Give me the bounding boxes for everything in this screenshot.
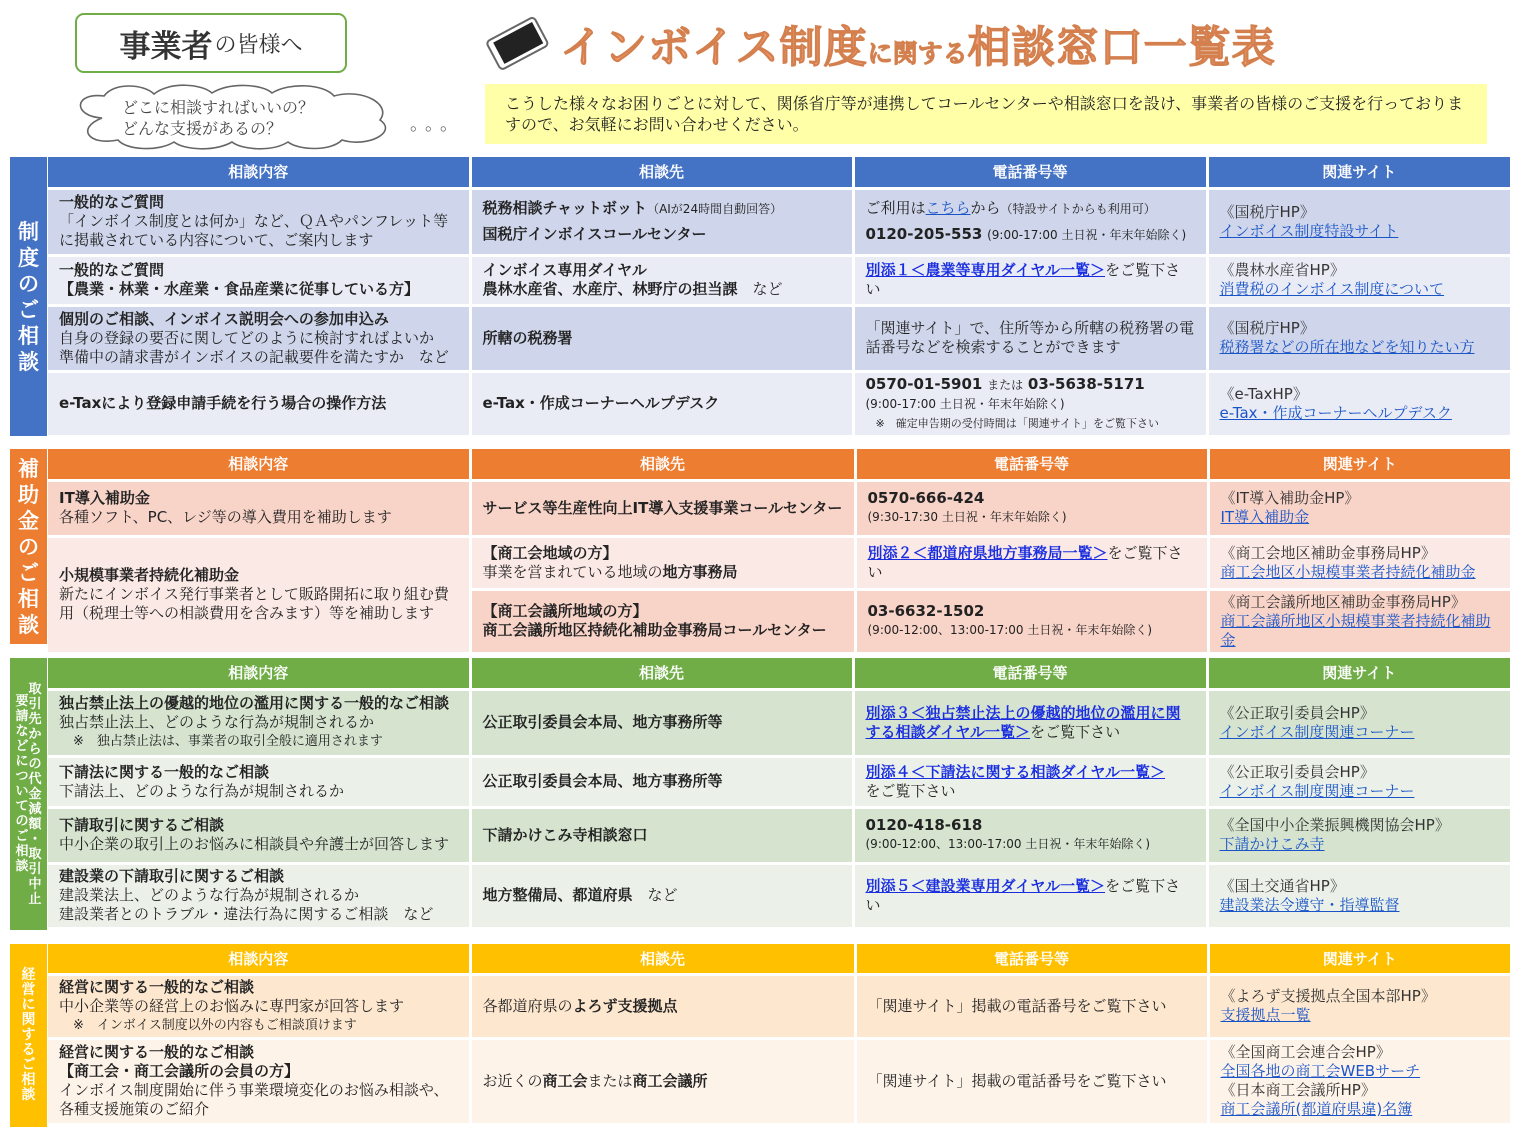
phone-note: （特設サイトからも利用可）: [1000, 201, 1156, 216]
contact-cell: [470, 536, 855, 589]
side-char: ご: [18, 297, 39, 322]
side-char: か: [28, 726, 42, 742]
cloud-line-1: どこに相談すればいいの？: [122, 98, 315, 117]
content-title: 下請法に関する一般的なご相談: [59, 762, 270, 781]
content-desc: 自身の登録の要否に関してどのように検討すればよいか: [59, 328, 435, 347]
contact-cell: [470, 1038, 855, 1124]
content-cell: [48, 305, 470, 371]
side-char: 補: [18, 456, 39, 481]
header-site: 関連サイト: [1208, 449, 1510, 480]
site-link[interactable]: 商工会議所地区小規模事業者持続化補助金: [1220, 611, 1491, 649]
content-cell: [48, 1038, 470, 1124]
site-cell: [1207, 756, 1510, 807]
contact-cell: [470, 188, 853, 255]
site-link[interactable]: IT導入補助金: [1220, 508, 1310, 526]
site-cell: [1207, 305, 1510, 371]
side-char: 談: [18, 349, 39, 374]
side-char: る: [21, 1042, 36, 1058]
side-char: の: [18, 271, 39, 296]
side-char: ど: [15, 739, 29, 754]
phone-cell: [853, 188, 1207, 255]
section-subsidy-consultation: [10, 449, 1510, 649]
phone-cell: [855, 1038, 1208, 1124]
content-title: 経営に関する一般的なご相談: [59, 1043, 255, 1061]
side-char: な: [15, 724, 29, 739]
site-name: 《よろず支援拠点全国本部HP》: [1220, 987, 1436, 1005]
site-name: 《公正取引委員会HP》: [1219, 762, 1375, 781]
table-row: [48, 974, 1510, 1038]
phone-text: から: [970, 198, 1001, 217]
site-cell: [1208, 480, 1510, 536]
table-row: [48, 371, 1510, 436]
site-link[interactable]: インボイス制度特設サイト: [1219, 221, 1399, 240]
side-char: 額: [28, 816, 42, 832]
phone-cell: [855, 974, 1208, 1038]
site-link[interactable]: 支援拠点一覧: [1220, 1006, 1311, 1024]
content-cell: [48, 371, 470, 436]
phone-text: をご覧下さい: [865, 876, 1181, 914]
site-name: 《公正取引委員会HP》: [1219, 703, 1375, 722]
content-title: e-Taxにより登録申請手続を行う場合の操作方法: [59, 394, 387, 412]
phone-hours: (9:00-17:00 土日祝・年末年始除く): [865, 396, 1065, 411]
phone-number: 0120-418-618: [865, 816, 983, 834]
table-row: [48, 756, 1510, 807]
content-title: 経営に関する一般的なご相談: [59, 977, 255, 996]
side-char: 相: [18, 323, 39, 348]
table-row: [48, 255, 1510, 305]
contact-cell: [470, 807, 853, 863]
side-char: 助: [18, 482, 39, 507]
side-char: に: [15, 754, 29, 769]
content-cell: [48, 863, 470, 928]
site-link[interactable]: 下請かけこみ寺: [1219, 835, 1325, 853]
content-title: 独占禁止法上の優越的地位の濫用に関する一般的なご相談: [59, 694, 450, 712]
transaction-table: [48, 658, 1510, 930]
section-system-consultation: [10, 157, 1510, 436]
phone-number: 03-5638-5171: [1027, 374, 1145, 393]
phone-text: をご覧下さい: [865, 261, 1181, 298]
contact-text: 事業を営まれている地域の: [482, 562, 663, 581]
side-char: 経: [21, 967, 36, 983]
thought-dots: 。。。: [410, 114, 464, 135]
side-char: 先: [28, 711, 42, 727]
contact-name: 税務相談チャットボット: [482, 199, 648, 217]
content-desc: 準備中の請求書がインボイスの記載要件を満たすか など: [59, 347, 449, 366]
title-part-2: に関する: [867, 39, 968, 68]
site-name: 《農林水産省HP》: [1219, 261, 1345, 279]
attachment-5-link[interactable]: 別添５＜建設業専用ダイヤル一覧＞: [865, 876, 1106, 895]
phone-cell: [855, 480, 1208, 536]
side-char: 談: [18, 612, 39, 637]
table-row: [48, 807, 1510, 863]
contact-cell: [470, 589, 855, 653]
phone-text: または: [987, 377, 1024, 392]
content-title: 下請取引に関するご相談: [59, 816, 225, 834]
site-name: 《全国商工会連合会HP》: [1220, 1043, 1391, 1061]
header-contact: 相談先: [470, 157, 853, 188]
contact-text: お近くの: [482, 1071, 543, 1090]
header-site: 関連サイト: [1207, 658, 1510, 689]
content-desc: 下請法上、どのような行為が規制されるか: [59, 781, 345, 800]
content-cell: [48, 974, 470, 1038]
site-cell: [1207, 371, 1510, 436]
content-desc: インボイス制度開始に伴う事業環境変化のお悩み相談や、各種支援施策のご紹介: [59, 1081, 449, 1118]
section-label-management: [10, 944, 47, 1127]
content-note: ※ インボイス制度以外の内容もご相談頂けます: [73, 1017, 357, 1033]
table-row: [48, 689, 1510, 756]
section-transaction-consultation: [10, 658, 1510, 930]
content-desc: 中小企業の取引上のお悩みに相談員や弁護士が回答します: [59, 835, 450, 853]
site-cell: [1207, 863, 1510, 928]
contact-cell: [470, 305, 853, 371]
phone-hours: (9:30-17:30 土日祝・年末年始除く): [867, 510, 1067, 524]
contact-name: 商工会: [542, 1071, 588, 1090]
contact-text: または: [587, 1071, 633, 1090]
side-char: 談: [21, 1087, 36, 1103]
content-cell: [48, 536, 470, 653]
side-char: 制: [18, 219, 39, 244]
side-col-right: [29, 682, 42, 907]
notice-box: こうした様々なお困りごとに対して、関係省庁等が連携してコールセンターや相談窓口を設け、事業者の皆様のご支援を行っておりますので、お気軽にお問い合わせください。: [485, 84, 1487, 144]
contact-name: サービス等生産性向上IT導入支援事業コールセンター: [482, 498, 843, 517]
side-char: 営: [21, 982, 36, 998]
phone-number: 0120-205-553: [865, 224, 983, 243]
site-cell: [1208, 974, 1510, 1038]
title-part-3: 相談窓口一覧表: [967, 23, 1276, 73]
phone-cell: [853, 305, 1207, 371]
site-name: 《日本商工会議所HP》: [1220, 1081, 1376, 1099]
section-label-transaction: [10, 658, 47, 930]
phone-number: 0570-01-5901: [865, 374, 983, 393]
site-cell: [1207, 807, 1510, 863]
smartphone-icon: [480, 14, 552, 72]
site-name: 《商工会地区補助金事務局HP》: [1220, 543, 1436, 562]
side-char: に: [21, 997, 36, 1013]
phone-number: 03-6632-1502: [867, 602, 985, 620]
side-char: の: [18, 534, 39, 559]
side-char: 取: [28, 681, 42, 697]
side-char: の: [15, 814, 29, 829]
site-link[interactable]: 全国各地の商工会WEBサーチ: [1220, 1062, 1421, 1080]
contact-name: 商工会議所地区持続化補助金事務局コールセンター: [482, 621, 827, 639]
phone-cell: [853, 255, 1207, 305]
side-char: ご: [15, 829, 29, 844]
content-desc: 各種ソフト、PC、レジ等の導入費用を補助します: [59, 508, 392, 526]
site-name: 《国税庁HP》: [1219, 202, 1315, 221]
system-table: [48, 157, 1510, 438]
phone-hours: (9:00-12:00、13:00-17:00 土日祝・年末年始除く): [865, 837, 1151, 851]
table-row: [48, 1038, 1510, 1124]
phone-hours: (9:00-12:00、13:00-17:00 土日祝・年末年始除く): [867, 623, 1153, 637]
contact-name: インボイス専用ダイヤル: [482, 261, 647, 279]
site-name: 《国土交通省HP》: [1219, 876, 1345, 895]
side-char: ・: [28, 831, 42, 847]
contact-cell: [470, 689, 853, 756]
content-desc: 建設業法上、どのような行為が規制されるか: [59, 886, 360, 904]
page-title: [560, 14, 1276, 76]
contact-name: 国税庁インボイスコールセンター: [482, 225, 707, 243]
content-cell: [48, 255, 470, 305]
header-content: 相談内容: [48, 658, 470, 689]
chatbot-link[interactable]: こちら: [925, 198, 971, 217]
section-management-consultation: [10, 944, 1510, 1127]
contact-cell: [470, 974, 855, 1038]
side-char: 止: [28, 891, 42, 907]
site-link[interactable]: 税務署などの所在地などを知りたい方: [1219, 338, 1475, 356]
side-char: 請: [15, 709, 29, 724]
phone-text: をご覧下さい: [1030, 722, 1121, 741]
cloud-text: [122, 97, 314, 139]
contact-name: よろず支援拠点: [572, 996, 678, 1015]
contact-name: 【商工会議所地域の方】: [482, 602, 648, 620]
phone-cell: [853, 689, 1207, 756]
site-name: 《e-TaxHP》: [1219, 384, 1308, 403]
addressee-main: 事業者: [119, 28, 213, 65]
header-content: 相談内容: [48, 944, 470, 974]
contact-name: 所轄の税務署: [482, 328, 573, 347]
addressee-suffix: の皆様へ: [214, 32, 303, 58]
side-char: 中: [28, 876, 42, 892]
contact-note: （AIが24時間自動回答）: [647, 202, 783, 216]
side-char: 金: [28, 786, 42, 802]
attachment-1-link[interactable]: 別添１＜農業等専用ダイヤル一覧＞: [865, 261, 1106, 279]
phone-text: をご覧下さい: [865, 781, 956, 800]
side-char: つ: [15, 769, 29, 784]
table-row: [48, 305, 1510, 371]
side-char: 引: [28, 696, 42, 712]
contact-cell: [470, 480, 855, 536]
side-char: 相: [15, 844, 29, 859]
header-content: 相談内容: [48, 449, 470, 480]
section-label-system: [10, 157, 47, 436]
side-char: 談: [15, 859, 29, 874]
phone-text: 「関連サイト」で、住所等から所轄の税務署の電話番号などを検索することができます: [865, 319, 1195, 356]
contact-name: 【商工会地域の方】: [482, 543, 618, 562]
contact-name: 農林水産省、水産庁、林野庁の担当課: [482, 280, 738, 298]
content-sub: 【商工会・商工会議所の会員の方】: [59, 1062, 300, 1080]
site-link[interactable]: 消費税のインボイス制度について: [1219, 280, 1445, 298]
attachment-2-link[interactable]: 別添２＜都道府県地方事務局一覧＞: [867, 543, 1108, 562]
phone-cell: [855, 536, 1208, 589]
header-contact: 相談先: [470, 944, 855, 974]
subsidy-table: [48, 449, 1510, 655]
header-contact: 相談先: [470, 658, 853, 689]
site-name: 《国税庁HP》: [1219, 319, 1315, 337]
contact-text: 各都道府県の: [482, 996, 573, 1015]
content-desc: 建設業者とのトラブル・違法行為に関するご相談 など: [59, 905, 434, 923]
contact-cell: [470, 371, 853, 436]
site-name: 《全国中小企業振興機関協会HP》: [1219, 816, 1450, 834]
contact-cell: [470, 863, 853, 928]
side-char: ご: [21, 1057, 36, 1073]
side-char: ご: [18, 560, 39, 585]
content-desc: 「インボイス制度とは何か」など、ＱＡやパンフレット等に掲載されている内容について、ご案内します: [59, 212, 449, 249]
content-cell: [48, 480, 470, 536]
content-title: 個別のご相談、インボイス説明会への参加申込み: [59, 309, 389, 328]
contact-name: 公正取引委員会本局、地方事務所等: [482, 713, 723, 731]
phone-cell: [853, 756, 1207, 807]
content-title: 一般的なご質問: [59, 261, 165, 279]
management-table: [48, 944, 1510, 1126]
phone-number: 0570-666-424: [867, 489, 985, 507]
table-row: [48, 536, 1510, 589]
site-cell: [1208, 589, 1510, 653]
contact-name: 公正取引委員会本局、地方事務所等: [482, 772, 723, 790]
side-char: 関: [21, 1012, 36, 1028]
side-char: 代: [28, 771, 42, 787]
phone-cell: [853, 863, 1207, 928]
side-char: 減: [28, 801, 42, 817]
phone-cell: [853, 807, 1207, 863]
side-char: の: [28, 756, 42, 772]
content-cell: [48, 807, 470, 863]
phone-hours: (9:00-17:00 土日祝・年末年始除く): [987, 227, 1187, 242]
side-col-left: [15, 694, 28, 874]
side-char: 取: [28, 846, 42, 862]
side-char: 要: [15, 694, 29, 709]
table-row: [48, 188, 1510, 255]
attachment-3-link[interactable]: 別添３＜独占禁止法上の優越的地位の濫用に関する相談ダイヤル一覧＞: [865, 703, 1181, 741]
content-desc: 新たにインボイス発行事業者として販路開拓に取り組む費用（税理士等への相談費用を含みます）等を補助します: [59, 585, 449, 622]
content-desc: 中小企業等の経営上のお悩みに専門家が回答します: [59, 996, 405, 1015]
header-site: 関連サイト: [1208, 944, 1510, 974]
side-char: い: [15, 784, 29, 799]
content-cell: [48, 689, 470, 756]
cloud-line-2: どんな支援があるの？: [122, 119, 283, 138]
side-char: て: [15, 799, 29, 814]
phone-cell: [855, 589, 1208, 653]
site-link[interactable]: e-Tax・作成コーナーヘルプデスク: [1219, 403, 1452, 422]
site-name: 《IT導入補助金HP》: [1220, 489, 1360, 507]
side-char: 金: [18, 508, 39, 533]
addressee-box: [75, 13, 347, 73]
phone-text: をご覧下さい: [867, 543, 1183, 581]
side-char: す: [21, 1027, 36, 1043]
contact-name: 地方整備局、都道府県: [482, 886, 633, 904]
phone-cell: [853, 371, 1207, 436]
site-link[interactable]: 建設業法令遵守・指導監督: [1219, 895, 1400, 914]
content-note: ※ 独占禁止法は、事業者の取引全般に適用されます: [73, 734, 383, 749]
contact-name: e-Tax・作成コーナーヘルプデスク: [482, 394, 720, 412]
contact-name: 地方事務局: [662, 562, 738, 581]
title-part-1: インボイス制度: [560, 23, 868, 73]
content-cell: [48, 188, 470, 255]
contact-cell: [470, 756, 853, 807]
phone-text: 「関連サイト」掲載の電話番号をご覧下さい: [867, 996, 1167, 1015]
site-link[interactable]: インボイス制度関連コーナー: [1219, 722, 1415, 741]
contact-name: 下請かけこみ寺相談窓口: [482, 825, 648, 844]
side-char: 相: [18, 586, 39, 611]
site-cell: [1207, 689, 1510, 756]
question-cloud: [62, 84, 402, 150]
header-contact: 相談先: [470, 449, 855, 480]
section-label-subsidy: [10, 449, 47, 644]
content-title: IT導入補助金: [59, 489, 150, 507]
content-title: 建設業の下請取引に関するご相談: [59, 867, 285, 885]
content-title: 小規模事業者持続化補助金: [59, 566, 240, 584]
contact-tail: など: [632, 886, 678, 904]
phone-note: ※ 確定申告期の受付時間は「関連サイト」をご覧下さい: [875, 416, 1159, 430]
header-site: 関連サイト: [1207, 157, 1510, 188]
contact-cell: [470, 255, 853, 305]
site-cell: [1207, 188, 1510, 255]
phone-text: 「関連サイト」掲載の電話番号をご覧下さい: [867, 1071, 1167, 1090]
attachment-4-link[interactable]: 別添４＜下請法に関する相談ダイヤル一覧＞: [865, 762, 1166, 781]
site-cell: [1208, 536, 1510, 589]
side-char: ら: [28, 741, 42, 757]
site-cell: [1207, 255, 1510, 305]
phone-text: ご利用は: [865, 198, 926, 217]
site-name: 《商工会議所地区補助金事務局HP》: [1220, 592, 1466, 611]
header-phone: 電話番号等: [853, 658, 1207, 689]
content-cell: [48, 756, 470, 807]
header-phone: 電話番号等: [855, 449, 1208, 480]
header-phone: 電話番号等: [855, 944, 1208, 974]
content-sub: 【農業・林業・水産業・食品産業に従事している方】: [59, 280, 420, 298]
table-row: [48, 863, 1510, 928]
site-link[interactable]: 商工会地区小規模事業者持続化補助金: [1220, 562, 1476, 581]
contact-name: 商工会議所: [632, 1071, 708, 1090]
site-link[interactable]: 商工会議所(都道府県違)名簿: [1220, 1100, 1413, 1118]
header-content: 相談内容: [48, 157, 470, 188]
side-char: 引: [28, 861, 42, 877]
site-link[interactable]: インボイス制度関連コーナー: [1219, 781, 1415, 800]
side-char: 相: [21, 1072, 36, 1088]
contact-tail: など: [737, 280, 783, 298]
header-phone: 電話番号等: [853, 157, 1207, 188]
table-row: [48, 480, 1510, 536]
side-char: 度: [18, 245, 39, 270]
content-desc: 独占禁止法上、どのような行為が規制されるか: [59, 694, 465, 731]
site-cell: [1208, 1038, 1510, 1124]
content-title: 一般的なご質問: [59, 193, 165, 211]
